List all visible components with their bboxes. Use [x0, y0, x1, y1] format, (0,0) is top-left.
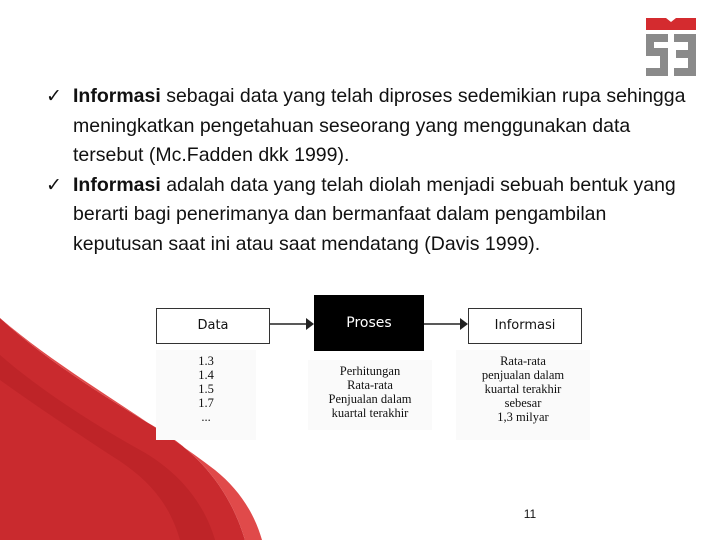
process-box: Proses	[314, 295, 424, 351]
keyword: Informasi	[73, 173, 161, 196]
information-line: Rata-rata	[500, 354, 546, 368]
process-line: kuartal terakhir	[331, 406, 409, 420]
process-description	[308, 360, 432, 430]
definition-list	[46, 82, 686, 259]
process-line: Rata-rata	[347, 378, 393, 392]
process-line: Perhitungan	[339, 364, 401, 378]
data-value: 1.7	[198, 396, 214, 410]
arrow-right-icon	[270, 314, 314, 334]
arrow-right-icon	[424, 314, 468, 334]
definition-item	[46, 82, 686, 171]
checkmark-icon: ✓	[46, 174, 62, 196]
information-line: sebesar	[504, 396, 542, 410]
information-line: kuartal terakhir	[484, 382, 562, 396]
data-value: ...	[201, 410, 211, 424]
information-line: penjualan dalam	[481, 368, 565, 382]
data-box: Data	[156, 308, 270, 344]
information-description	[456, 350, 590, 440]
data-value: 1.4	[198, 368, 214, 382]
data-values	[156, 350, 256, 440]
process-line: Penjualan dalam	[328, 392, 412, 406]
data-process-information-diagram	[150, 292, 590, 442]
information-box: Informasi	[468, 308, 582, 344]
keyword: Informasi	[73, 85, 161, 107]
page-number: 11	[523, 507, 537, 521]
data-value: 1.5	[198, 382, 214, 396]
checkmark-icon: ✓	[46, 86, 62, 107]
data-value: 1.3	[198, 354, 214, 368]
definition-text: adalah data yang telah diolah menjadi sebuah bentuk yang berarti bagi penerimanya dan bermanfaat dalam pengambilan keputusan saat ini atau saat mendatang (Davis 1999).	[73, 173, 676, 255]
institution-logo	[646, 16, 696, 78]
information-line: 1,3 milyar	[497, 410, 549, 424]
definition-item	[46, 171, 686, 260]
definition-text: sebagai data yang telah diproses sedemikian rupa sehingga meningkatkan pengetahuan seseorang yang menggunakan data tersebut (Mc.Fadden dkk 1999).	[73, 85, 686, 166]
